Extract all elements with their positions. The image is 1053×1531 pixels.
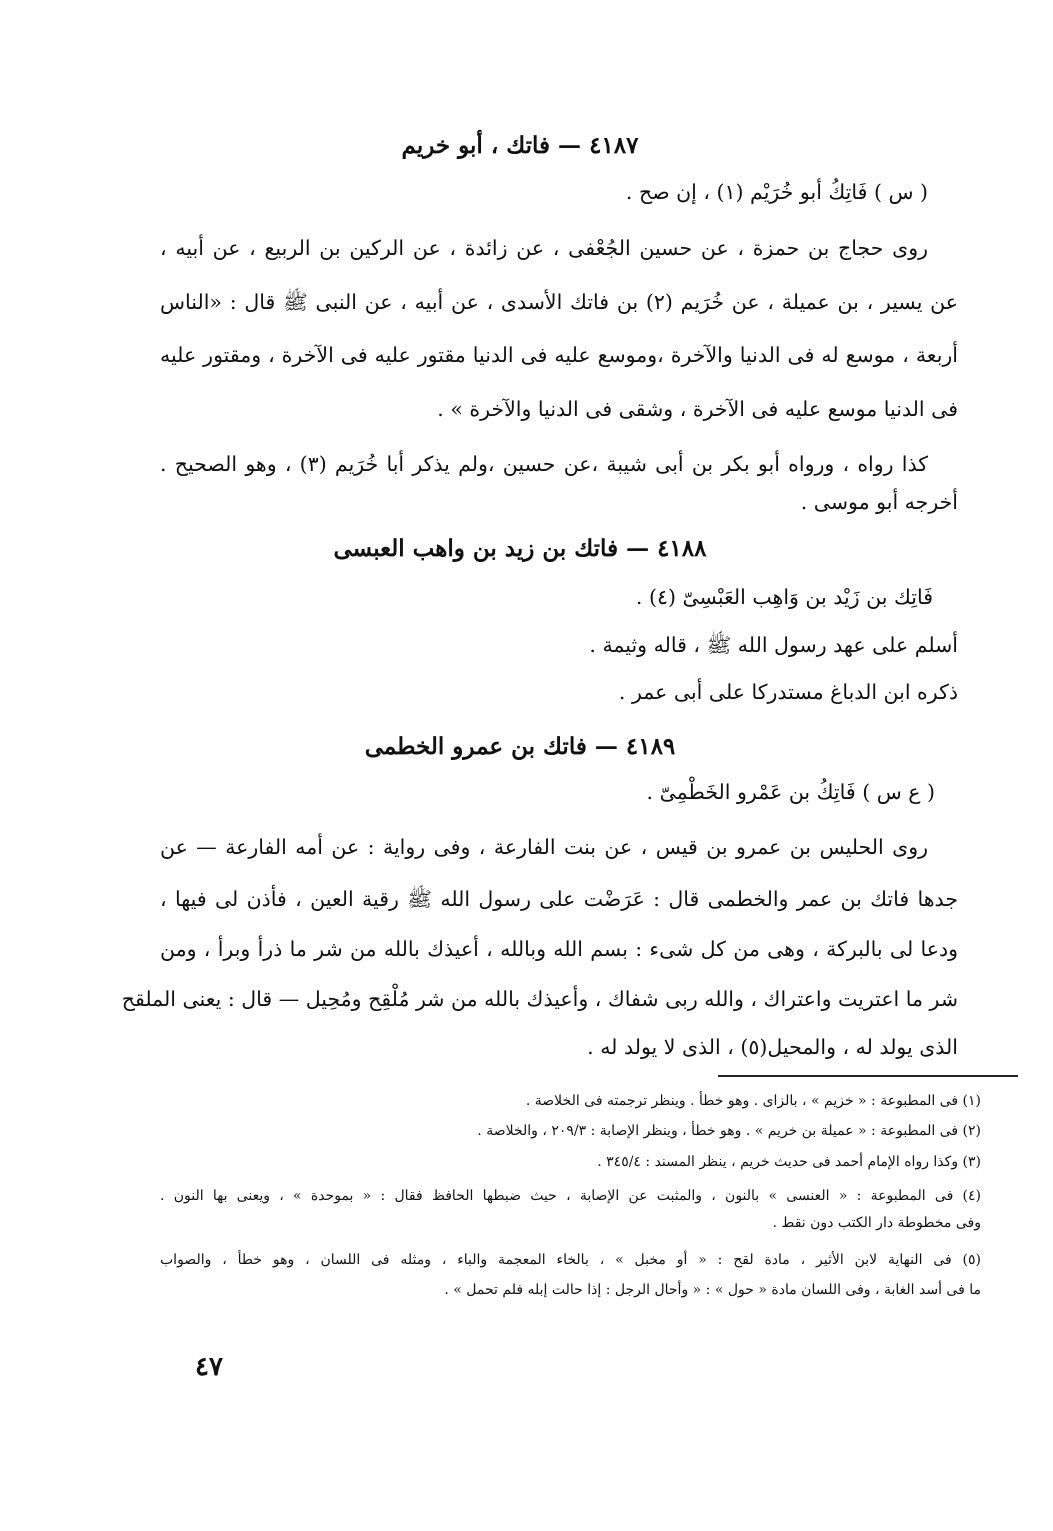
footnote-4: (٤) فى المطبوعة : « العنسى » بالنون ، والمثبت عن الإصابة ، حيث ضبطها الحافظ فقال : « بموحدة » ، ويعنى بها النون . (160, 1188, 981, 1204)
entry-4188-line-1: فَاتِك بن زَيْد بن وَاهِب العَبْسِىّ (٤) . (635, 585, 933, 609)
entry-4187-line-6: كذا رواه ، ورواه أبو بكر بن أبى شيبة ،عن حسين ،ولم يذكر أبا خُرَيم (٣) ، وهو الصحيح . (160, 452, 928, 476)
entry-4189-line-6: الذى يولد له ، والمحيل(٥) ، الذى لا يولد له . (587, 1035, 958, 1059)
entry-4188-line-3: ذكره ابن الدباغ مستدركا على أبى عمر . (618, 680, 958, 704)
entry-4189-line-5: شر ما اعتريت واعتراك ، والله ربى شفاك ، وأعيذك بالله من شر مُلْقِح ومُحِيل — قال : يعنى الملقح (121, 987, 958, 1011)
footnote-2: (٢) فى المطبوعة : « عميلة بن خريم » . وهو خطأ ، وينظر الإصابة : ٢٠٩/٣ ، والخلاصة . (477, 1123, 981, 1139)
entry-4188-line-2: أسلم على عهد رسول الله ﷺ ، قاله وثيمة . (589, 633, 958, 657)
entry-4189-line-4: ودعا لى بالبركة ، وهى من كل شىء : بسم الله وبالله ، أعيذك بالله من شر ما ذرأ وبرأ ، ومن (160, 937, 958, 961)
footnote-5: (٥) فى النهاية لابن الأثير ، مادة لقح : « أو مخبل » ، بالخاء المعجمة والباء ، ومثله فى اللسان ، وهو خطأ ، والصواب (160, 1252, 981, 1268)
footnote-5-continuation: ما فى أسد الغابة ، وفى اللسان مادة « حول » : « وأحال الرجل : إذا حالت إبله فلم تحمل » . (444, 1282, 981, 1298)
entry-4187-line-4: أربعة ، موسع له فى الدنيا والآخرة ،وموسع عليه فى الدنيا مقتور عليه فى الآخرة ، ومقتور عليه (160, 343, 958, 367)
entry-4187-line-1: ( س ) فَاتِكُ أبو خُرَيْم (١) ، إن صح . (625, 180, 928, 204)
entry-heading-4189: ٤١٨٩ — فاتك بن عمرو الخطمى (364, 733, 676, 760)
entry-4187-line-2: روى حجاج بن حمزة ، عن حسين الجُعْفى ، عن زائدة ، عن الركين بن الربيع ، عن أبيه ، (160, 236, 928, 260)
entry-4189-line-3: جدها فاتك بن عمر والخطمى قال : عَرَضْت على رسول الله ﷺ رقية العين ، فأذن لى فيها ، (160, 887, 958, 911)
entry-4187-line-3: عن يسير ، بن عميلة ، عن خُرَيم (٢) بن فاتك الأسدى ، عن أبيه ، عن النبى ﷺ قال : «الناس (160, 290, 959, 314)
entry-4189-line-2: روى الحليس بن عمرو بن قيس ، عن بنت الفارعة ، وفى رواية : عن أمه الفارعة — عن (160, 835, 928, 859)
footnote-separator (718, 1075, 1018, 1077)
footnote-4-continuation: وفى مخطوطة دار الكتب دون نقط . (772, 1215, 981, 1231)
page-number: ٤٧ (195, 1352, 223, 1382)
entry-4187-line-7: أخرجه أبو موسى . (800, 490, 958, 514)
entry-heading-4188: ٤١٨٨ — فاتك بن زيد بن واهب العبسى (333, 535, 707, 562)
footnote-1: (١) فى المطبوعة : « خزيم » ، بالزاى . وهو خطأ . وينظر ترجمته فى الخلاصة . (525, 1093, 981, 1109)
entry-4189-line-1: ( ع س ) فَاتِكُ بن عَمْرو الخَطْمِىّ . (646, 780, 935, 804)
footnote-3: (٣) وكذا رواه الإمام أحمد فى حديث خريم ، ينظر المسند : ٣٤٥/٤ . (597, 1154, 981, 1170)
entry-4187-line-5: فى الدنيا موسع عليه فى الآخرة ، وشقى فى الدنيا والآخرة » . (437, 397, 958, 421)
entry-heading-4187: ٤١٨٧ — فاتك ، أبو خريم (401, 132, 639, 159)
